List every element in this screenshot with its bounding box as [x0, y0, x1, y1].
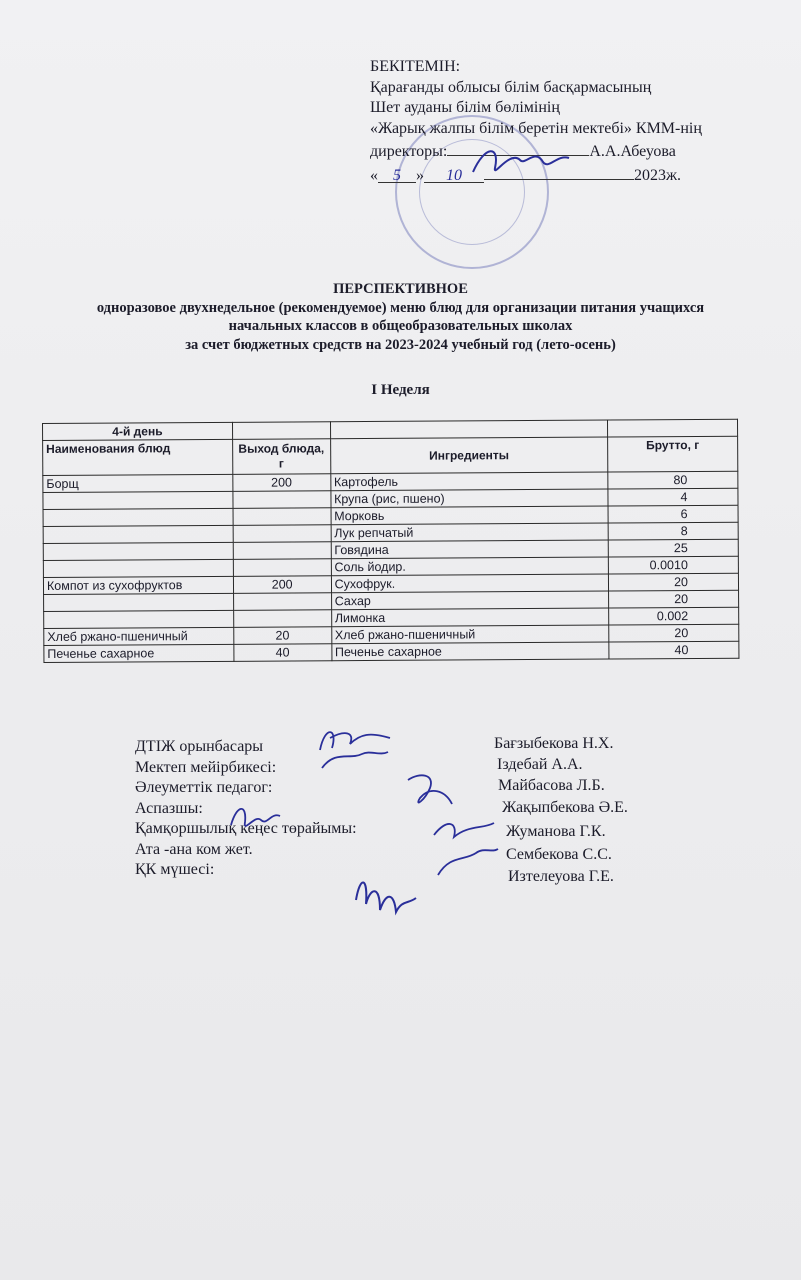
dish-cell: [43, 508, 233, 526]
brutto-cell: 20: [609, 573, 739, 591]
title-line-2: одноразовое двухнедельное (рекомендуемое) меню блюд для организации питания учащихся: [96, 299, 705, 316]
ingredient-cell: Лук репчатый: [331, 523, 609, 542]
staff-roles: [135, 737, 357, 881]
ingredient-cell: Хлеб ржано-пшеничный: [331, 625, 609, 644]
document-title: [0, 280, 801, 354]
ingredient-cell: Картофель: [330, 472, 608, 491]
role-deputy: ДТІЖ орынбасары: [135, 738, 264, 755]
ingredient-cell: Морковь: [331, 506, 609, 525]
table-header-row: [43, 436, 738, 475]
role-cook: Аспазшы:: [135, 799, 203, 817]
brutto-cell: 20: [609, 624, 739, 642]
table-row: [44, 641, 739, 662]
role-board-chair: Қамқоршылық кеңес төрайымы:: [135, 820, 357, 837]
ingredient-cell: Лимонка: [331, 608, 609, 627]
yield-cell: [233, 610, 331, 628]
name-social-pedagogue: Майбасова Л.Б.: [498, 777, 605, 794]
role-social-pedagogue: Әлеуметтік педагог:: [135, 779, 273, 796]
director-line: [370, 139, 702, 163]
brutto-cell: 25: [608, 539, 738, 557]
brutto-cell: 40: [609, 641, 739, 659]
yield-cell: 200: [233, 576, 331, 594]
ingredient-cell: Соль йодир.: [331, 557, 609, 576]
dish-cell: [43, 491, 233, 509]
role-council-member: ҚК мүшесі:: [135, 861, 215, 878]
approval-line-4: «Жарық жалпы білім беретін мектебі» КММ-нің: [370, 119, 702, 137]
yield-cell: [233, 525, 331, 543]
date-quote-open: «: [370, 166, 378, 184]
yield-cell: [233, 491, 331, 509]
yield-cell: 40: [234, 644, 332, 662]
signature-line: [447, 139, 589, 156]
council-member-signature: [350, 870, 420, 935]
title-line-1: ПЕРСПЕКТИВНОЕ: [333, 281, 468, 297]
yield-cell: 200: [233, 474, 331, 492]
date-line: [370, 163, 702, 187]
header-ingredients: Ингредиенты: [330, 437, 608, 474]
approval-heading: БЕКІТЕМІН:: [370, 58, 461, 75]
header-yield: Выход блюда, г: [232, 439, 330, 475]
header-name: Наименования блюд: [43, 439, 233, 475]
yield-cell: [233, 593, 331, 611]
dish-cell: [43, 542, 233, 560]
ingredient-cell: Сахар: [331, 591, 609, 610]
brutto-cell: 4: [608, 488, 738, 506]
name-board-chair: Жуманова Г.К.: [506, 823, 606, 840]
day-header: 4-й день: [43, 422, 233, 440]
yield-cell: 20: [233, 627, 331, 645]
yield-cell: [233, 508, 331, 526]
dish-cell: Хлеб ржано-пшеничный: [44, 627, 234, 645]
dish-cell: Компот из сухофруктов: [43, 576, 233, 594]
week-heading: I Неделя: [371, 382, 430, 398]
dish-cell: [44, 593, 234, 611]
name-deputy: Бағзыбекова Н.Х.: [494, 735, 614, 752]
date-month: 10: [424, 166, 484, 183]
ingredient-cell: Говядина: [331, 540, 609, 559]
approval-line-2: Қарағанды облысы білім басқармасының: [370, 78, 652, 96]
menu-table: [42, 419, 739, 663]
board-chair-signature: [428, 815, 503, 885]
director-label: директоры:: [370, 143, 448, 160]
dish-cell: Печенье сахарное: [44, 644, 234, 662]
yield-cell: [233, 542, 331, 560]
dish-cell: [44, 610, 234, 628]
brutto-cell: 80: [608, 471, 738, 489]
date-day: 5: [378, 166, 416, 183]
yield-cell: [233, 559, 331, 577]
date-year: 2023ж.: [634, 166, 682, 184]
header-brutto: Брутто, г: [608, 436, 738, 472]
name-parent-committee: Сембекова С.С.: [506, 846, 612, 863]
role-nurse: Мектеп мейірбикесі:: [135, 758, 277, 776]
dish-cell: [43, 525, 233, 543]
approval-line-3: Шет ауданы білім бөлімінің: [370, 99, 560, 116]
brutto-cell: 6: [608, 505, 738, 523]
name-council-member: Изтелеуова Г.Е.: [508, 868, 614, 885]
approval-block: [370, 57, 702, 186]
date-underline: [484, 163, 634, 180]
name-nurse: Іздебай А.А.: [497, 756, 583, 773]
role-parent-committee: Ата -ана ком жет.: [135, 840, 253, 858]
brutto-cell: 0.002: [609, 607, 739, 625]
social-pedagogue-signature: [400, 770, 460, 815]
ingredient-cell: Печенье сахарное: [331, 642, 609, 661]
ingredient-cell: Крупа (рис, пшено): [331, 489, 609, 508]
brutto-cell: 20: [609, 590, 739, 608]
brutto-cell: 0.0010: [608, 556, 738, 574]
director-name: А.А.Абеуова: [589, 143, 676, 160]
title-line-4: за счет бюджетных средств на 2023-2024 учебный год (лето-осень): [185, 336, 616, 353]
ingredient-cell: Сухофрук.: [331, 574, 609, 593]
dish-cell: [43, 559, 233, 577]
dish-cell: Борщ: [43, 474, 233, 492]
date-quote-close: »: [416, 166, 424, 184]
name-cook: Жақыпбекова Ә.Е.: [502, 799, 628, 816]
title-line-3: начальных классов в общеобразовательных школах: [228, 318, 573, 334]
brutto-cell: 8: [608, 522, 738, 540]
